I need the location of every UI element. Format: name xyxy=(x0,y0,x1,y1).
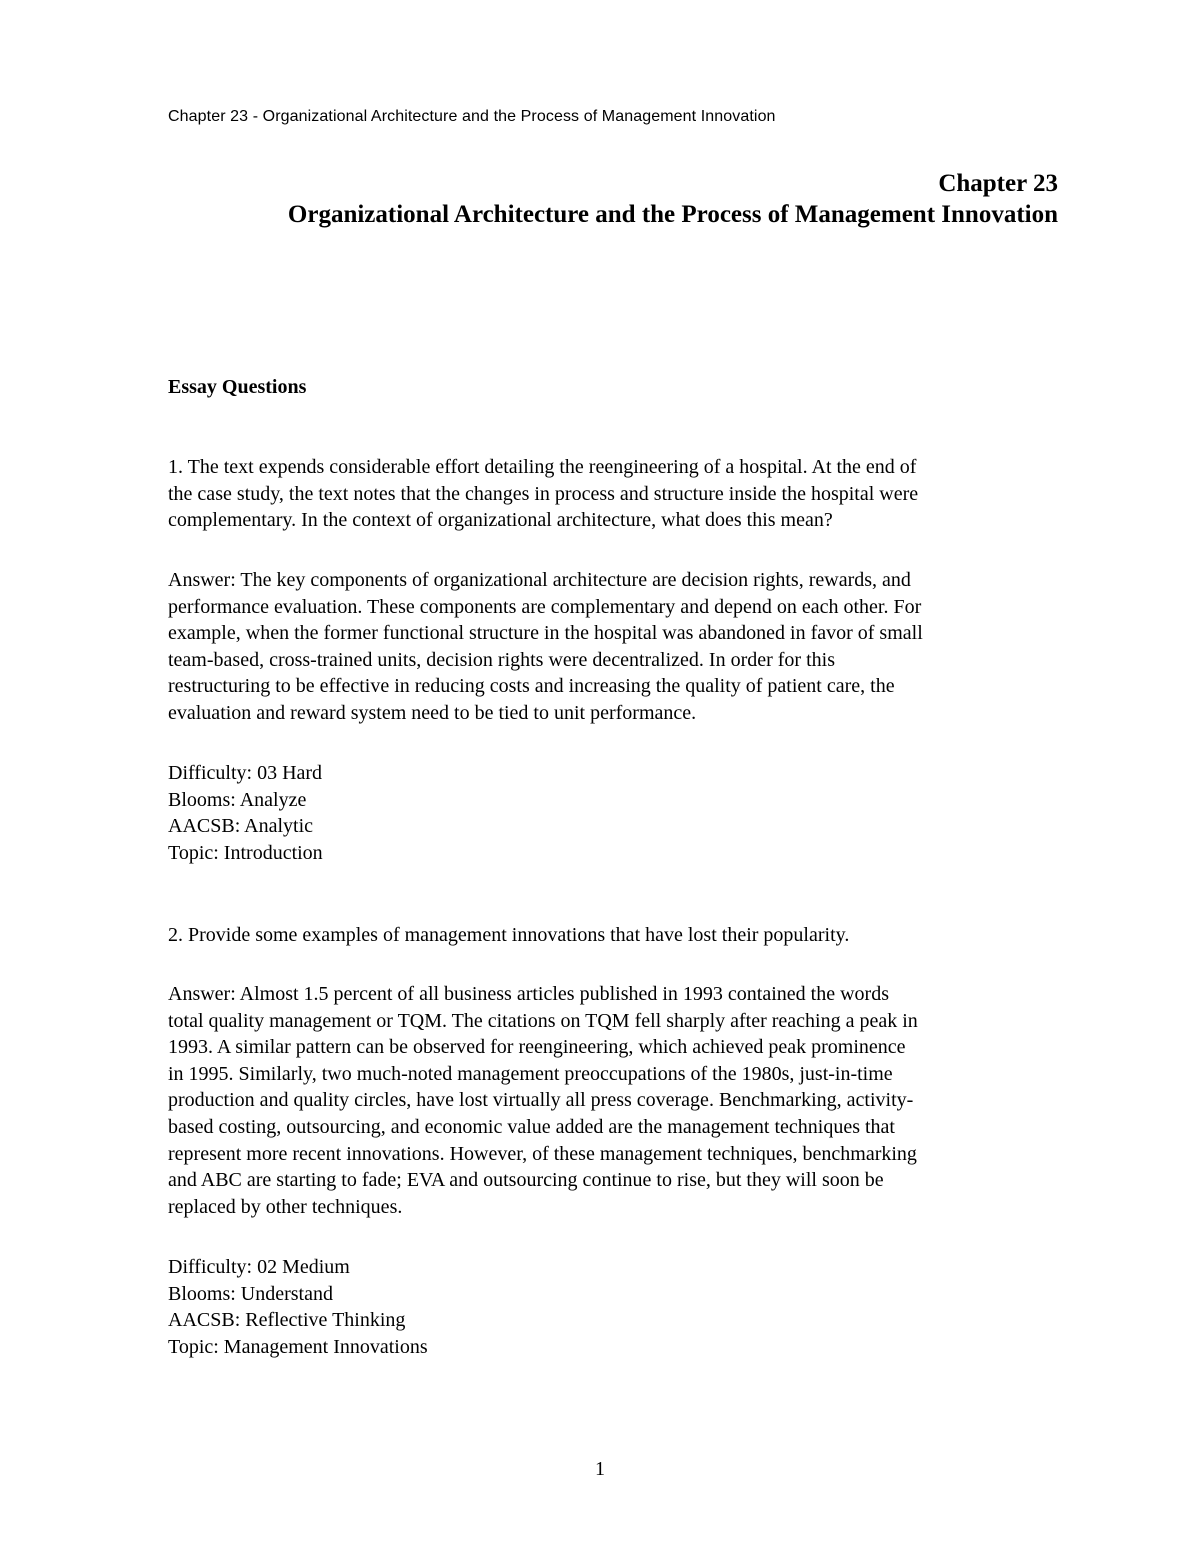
page-number: 1 xyxy=(595,1458,605,1480)
question-2-metadata xyxy=(168,1254,1068,1360)
question-1-metadata xyxy=(168,760,1068,866)
question-1 xyxy=(168,454,1068,534)
answer-line: evaluation and reward system need to be tied to unit performance. xyxy=(168,701,697,724)
difficulty-label: Difficulty: 03 Hard xyxy=(168,762,323,784)
question-line: the case study, the text notes that the changes in process and structure inside the hospital were xyxy=(168,482,919,505)
answer-1 xyxy=(168,567,1068,727)
chapter-number: Chapter 23 xyxy=(938,170,1058,197)
answer-line: Answer: Almost 1.5 percent of all business articles published in 1993 contained the words xyxy=(168,983,889,1005)
answer-2 xyxy=(168,981,1068,1220)
aacsb-label: AACSB: Analytic xyxy=(168,815,314,838)
question-line: 2. Provide some examples of management innovations that have lost their popularity. xyxy=(168,924,850,946)
chapter-title-block xyxy=(288,168,1058,230)
answer-line: restructuring to be effective in reducing costs and increasing the quality of patient care, the xyxy=(168,675,895,698)
topic-label: Topic: Management Innovations xyxy=(168,1335,428,1358)
answer-line: replaced by other techniques. xyxy=(168,1195,403,1218)
answer-line: performance evaluation. These components are complementary and depend on each other. For xyxy=(168,595,922,618)
section-heading: Essay Questions xyxy=(168,376,307,398)
aacsb-label: AACSB: Reflective Thinking xyxy=(168,1309,406,1332)
answer-line: total quality management or TQM. The citations on TQM fell sharply after reaching a peak in xyxy=(168,1009,918,1032)
question-line: 1. The text expends considerable effort detailing the reengineering of a hospital. At the end of xyxy=(168,456,917,478)
blooms-label: Blooms: Understand xyxy=(168,1282,333,1305)
running-header: Chapter 23 - Organizational Architecture and the Process of Management Innovation xyxy=(168,108,776,125)
answer-line: production and quality circles, have lost virtually all press coverage. Benchmarking, activity- xyxy=(168,1089,914,1112)
question-2 xyxy=(168,922,1068,949)
chapter-title: Organizational Architecture and the Process of Management Innovation xyxy=(287,201,1058,228)
question-line: complementary. In the context of organizational architecture, what does this mean? xyxy=(168,509,833,532)
answer-line: team-based, cross-trained units, decision rights were decentralized. In order for this xyxy=(168,648,835,671)
answer-line: based costing, outsourcing, and economic value added are the management techniques that xyxy=(168,1115,895,1138)
difficulty-label: Difficulty: 02 Medium xyxy=(168,1256,350,1278)
answer-line: Answer: The key components of organizational architecture are decision rights, rewards, and xyxy=(168,569,911,591)
answer-line: 1993. A similar pattern can be observed for reengineering, which achieved peak prominence xyxy=(168,1036,906,1059)
topic-label: Topic: Introduction xyxy=(168,841,323,864)
answer-line: and ABC are starting to fade; EVA and outsourcing continue to rise, but they will soon be xyxy=(168,1169,884,1192)
answer-line: in 1995. Similarly, two much-noted management preoccupations of the 1980s, just-in-time xyxy=(168,1062,893,1085)
answer-line: example, when the former functional structure in the hospital was abandoned in favor of small xyxy=(168,622,923,645)
answer-line: represent more recent innovations. However, of these management techniques, benchmarking xyxy=(168,1142,917,1165)
blooms-label: Blooms: Analyze xyxy=(168,788,307,811)
